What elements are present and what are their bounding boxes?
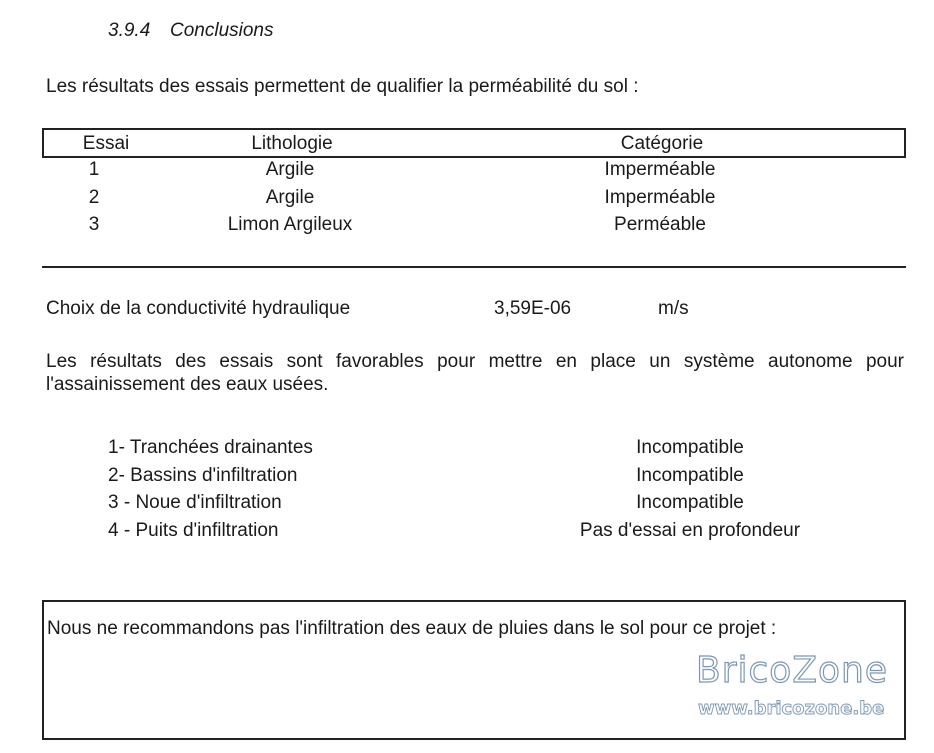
intro-text: Les résultats des essais permettent de qualifier la perméabilité du sol : [46,76,639,97]
favorable-paragraph: Les résultats des essais sont favorables pour mettre en place un système autonome pour l'assainissement des eaux usées. [46,351,904,395]
cell-essai: 2 [88,187,100,208]
method-label: 1- Tranchées drainantes [108,437,313,458]
method-status: Incompatible [636,492,744,513]
watermark-logo: BricoZone [696,650,888,691]
table-bottom-rule [42,266,906,268]
cell-categorie: Imperméable [604,187,716,208]
table-header [42,128,906,158]
section-number: 3.9.4 [108,20,151,41]
cell-categorie: Perméable [614,214,706,235]
cell-essai: 1 [88,159,100,180]
conductivity-unit: m/s [658,298,689,319]
section-title: Conclusions [170,20,274,41]
section-heading [108,20,274,42]
method-status: Pas d'essai en profondeur [579,520,801,541]
header-lithologie: Lithologie [251,133,333,154]
method-status: Incompatible [636,437,744,458]
method-label: 4 - Puits d'infiltration [108,520,279,541]
method-label: 3 - Noue d'infiltration [108,492,282,513]
cell-lithologie: Limon Argileux [227,214,353,235]
cell-categorie: Imperméable [604,159,716,180]
header-categorie: Catégorie [620,133,704,154]
conductivity-label: Choix de la conductivité hydraulique [46,298,351,319]
recommendation-text: Nous ne recommandons pas l'infiltration des eaux de pluies dans le sol pour ce projet : [47,618,777,639]
cell-lithologie: Argile [265,159,315,180]
header-essai: Essai [82,133,130,154]
method-label: 2- Bassins d'infiltration [108,465,298,486]
cell-lithologie: Argile [265,187,315,208]
conductivity-value: 3,59E-06 [494,298,572,319]
method-status: Incompatible [636,465,744,486]
watermark-url: www.bricozone.be [698,698,885,719]
cell-essai: 3 [88,214,100,235]
